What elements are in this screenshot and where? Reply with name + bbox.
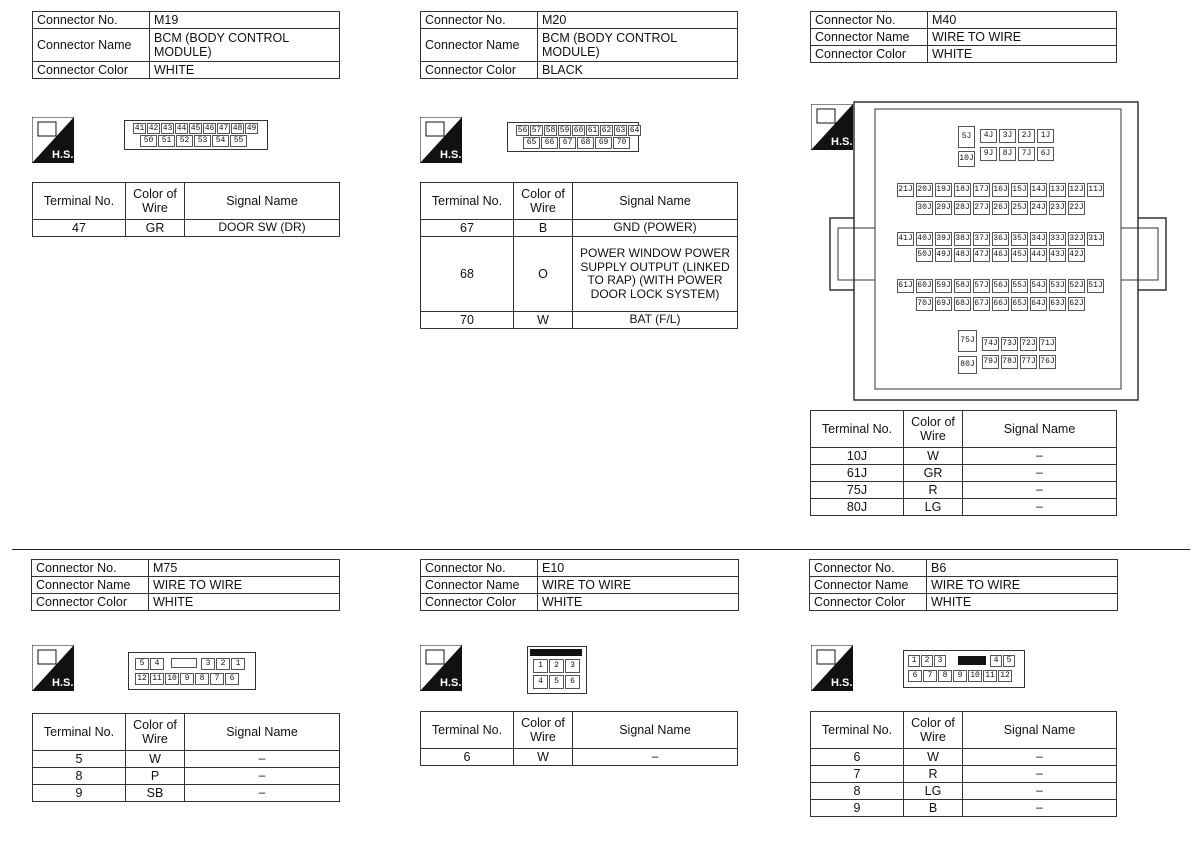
header-color-of-wire: Color of Wire [514, 183, 573, 220]
wire-color: LG [904, 499, 963, 516]
connector-pin: 47J [973, 248, 990, 262]
signal-name: BAT (F/L) [573, 312, 738, 329]
m20-info-table [420, 11, 738, 79]
connector-pin: 68 [577, 137, 594, 149]
connector-pin: 40J [916, 232, 933, 246]
connector-pin: 39J [935, 232, 952, 246]
connector-color-value: WHITE [928, 46, 1117, 63]
connector-no-value: B6 [927, 560, 1118, 577]
connector-pin: 42 [148, 124, 159, 133]
connector-pin: 52 [176, 135, 193, 147]
harness-side-icon [32, 117, 74, 163]
connector-pin: 11J [1087, 183, 1104, 197]
connector-name-value: WIRE TO WIRE [927, 577, 1118, 594]
header-signal-name: Signal Name [573, 183, 738, 220]
label-connector-name: Connector Name [810, 577, 927, 594]
wire-color: W [904, 448, 963, 465]
connector-pin: 46 [204, 124, 215, 133]
connector-pin: 1 [908, 655, 920, 667]
connector-no-value: M19 [150, 12, 340, 29]
connector-pin: 11 [983, 670, 997, 682]
connector-pin: 55J [1011, 279, 1028, 293]
label-connector-color: Connector Color [32, 594, 149, 611]
signal-name: – [185, 751, 340, 768]
m75-connector-face [128, 652, 256, 690]
connector-pin: 52J [1068, 279, 1085, 293]
connector-pin: 6 [565, 675, 580, 689]
connector-pin: 33J [1049, 232, 1066, 246]
connector-pin [958, 656, 986, 665]
terminal-no: 67 [421, 220, 514, 237]
connector-pin: 42J [1068, 248, 1085, 262]
header-terminal-no: Terminal No. [811, 712, 904, 749]
connector-color-value: BLACK [538, 62, 738, 79]
connector-name-value: WIRE TO WIRE [538, 577, 739, 594]
wire-color: P [126, 768, 185, 785]
label-connector-no: Connector No. [811, 12, 928, 29]
wire-color: SB [126, 785, 185, 802]
terminal-no: 6 [811, 749, 904, 766]
signal-name: – [185, 785, 340, 802]
connector-color-value: WHITE [150, 62, 340, 79]
connector-pin: 45 [190, 124, 201, 133]
terminal-no: 68 [421, 237, 514, 312]
wire-color: B [904, 800, 963, 817]
connector-pin: 69J [935, 297, 952, 311]
connector-pin: 30J [916, 201, 933, 215]
terminal-no: 75J [811, 482, 904, 499]
connector-pin: 5 [135, 658, 149, 670]
connector-pin: 21J [897, 183, 914, 197]
connector-pin: 4 [150, 658, 164, 670]
label-connector-name: Connector Name [32, 577, 149, 594]
connector-pin: 16J [992, 183, 1009, 197]
terminal-no: 70 [421, 312, 514, 329]
connector-pin: 79J [982, 355, 999, 369]
header-signal-name: Signal Name [963, 712, 1117, 749]
connector-pin: 54 [212, 135, 229, 147]
connector-pin: 71J [1039, 337, 1056, 351]
wire-color: B [514, 220, 573, 237]
wire-color: W [126, 751, 185, 768]
connector-pin: 59 [559, 126, 570, 135]
hs-label: H.S. [831, 677, 853, 689]
m75-terminal-table [32, 713, 340, 802]
connector-pin: 56 [517, 126, 528, 135]
connector-pin: 6 [225, 673, 239, 685]
label-connector-no: Connector No. [421, 560, 538, 577]
e10-terminal-table [420, 711, 738, 766]
e10-connector-face [527, 646, 587, 694]
connector-pin: 7J [1018, 147, 1035, 161]
connector-name-value: WIRE TO WIRE [928, 29, 1117, 46]
connector-no-value: M75 [149, 560, 340, 577]
connector-pin: 41J [897, 232, 914, 246]
connector-pin: 3 [934, 655, 946, 667]
connector-pin: 67J [973, 297, 990, 311]
wire-color: W [514, 312, 573, 329]
table-row [421, 312, 738, 329]
connector-pin: 5 [1003, 655, 1015, 667]
wire-color: W [904, 749, 963, 766]
terminal-no: 61J [811, 465, 904, 482]
connector-pin: 31J [1087, 232, 1104, 246]
terminal-no: 10J [811, 448, 904, 465]
terminal-no: 47 [33, 220, 126, 237]
connector-pin: 8 [195, 673, 209, 685]
connector-pin: 8 [938, 670, 952, 682]
connector-pin: 5 [549, 675, 564, 689]
hs-label: H.S. [440, 677, 462, 689]
connector-pin: 47 [218, 124, 229, 133]
label-connector-name: Connector Name [421, 577, 538, 594]
connector-pin: 7 [923, 670, 937, 682]
connector-pin: 10 [165, 673, 179, 685]
connector-pin: 43 [162, 124, 173, 133]
connector-pin: 34J [1030, 232, 1047, 246]
connector-pin: 7 [210, 673, 224, 685]
connector-pin: 59J [935, 279, 952, 293]
b6-info-table [809, 559, 1118, 611]
connector-pin: 14J [1030, 183, 1047, 197]
connector-pin: 78J [1001, 355, 1018, 369]
header-color-of-wire: Color of Wire [126, 714, 185, 751]
table-row [811, 448, 1117, 465]
connector-pin: 38J [954, 232, 971, 246]
m20-terminal-table [420, 182, 738, 329]
connector-color-value: WHITE [927, 594, 1118, 611]
label-connector-color: Connector Color [421, 62, 538, 79]
e10-info-table [420, 559, 739, 611]
connector-color-value: WHITE [149, 594, 340, 611]
label-connector-color: Connector Color [421, 594, 538, 611]
connector-pin: 61 [587, 126, 598, 135]
connector-pin: 35J [1011, 232, 1028, 246]
connector-color-value: WHITE [538, 594, 739, 611]
connector-pin: 56J [992, 279, 1009, 293]
label-connector-no: Connector No. [32, 560, 149, 577]
connector-pin: 2 [216, 658, 230, 670]
connector-pin: 67 [559, 137, 576, 149]
m40-info-table [810, 11, 1117, 63]
connector-pin: 57 [531, 126, 542, 135]
connector-pin: 49J [935, 248, 952, 262]
connector-pin: 1J [1037, 129, 1054, 143]
label-connector-name: Connector Name [421, 29, 538, 62]
connector-pin: 15J [1011, 183, 1028, 197]
connector-pin: 6J [1037, 147, 1054, 161]
harness-side-icon [420, 645, 462, 691]
table-row [811, 749, 1117, 766]
connector-pin: 55 [230, 135, 247, 147]
connector-pin: 45J [1011, 248, 1028, 262]
header-terminal-no: Terminal No. [811, 411, 904, 448]
connector-pin: 1 [533, 659, 548, 673]
connector-pin: 4J [980, 129, 997, 143]
hs-label: H.S. [440, 149, 462, 161]
header-color-of-wire: Color of Wire [904, 712, 963, 749]
connector-pin: 69 [595, 137, 612, 149]
m20-connector-face [507, 122, 639, 152]
terminal-no: 9 [33, 785, 126, 802]
connector-name-value: BCM (BODY CONTROL MODULE) [538, 29, 738, 62]
table-row [33, 768, 340, 785]
table-row [421, 237, 738, 312]
terminal-no: 5 [33, 751, 126, 768]
connector-pin: 76J [1039, 355, 1056, 369]
connector-pin: 4 [990, 655, 1002, 667]
header-terminal-no: Terminal No. [421, 712, 514, 749]
hs-label: H.S. [831, 136, 853, 148]
connector-pin: 9 [180, 673, 194, 685]
table-row [811, 783, 1117, 800]
connector-pin: 12 [135, 673, 149, 685]
connector-pin: 18J [954, 183, 971, 197]
signal-name: – [963, 499, 1117, 516]
terminal-no: 80J [811, 499, 904, 516]
connector-pin: 44 [176, 124, 187, 133]
connector-pin: 43J [1049, 248, 1066, 262]
connector-pin: 10 [968, 670, 982, 682]
connector-pin: 2 [549, 659, 564, 673]
connector-pin: 66 [541, 137, 558, 149]
m75-info-table [31, 559, 340, 611]
terminal-no: 8 [33, 768, 126, 785]
connector-pin: 70J [916, 297, 933, 311]
terminal-no: 7 [811, 766, 904, 783]
connector-pin: 4 [533, 675, 548, 689]
header-signal-name: Signal Name [963, 411, 1117, 448]
connector-pin: 49 [246, 124, 257, 133]
wire-color: O [514, 237, 573, 312]
connector-pin: 53J [1049, 279, 1066, 293]
connector-pin: 63 [615, 126, 626, 135]
connector-no-value: M40 [928, 12, 1117, 29]
terminal-no: 8 [811, 783, 904, 800]
header-terminal-no: Terminal No. [33, 714, 126, 751]
wire-color: GR [126, 220, 185, 237]
m19-connector-face [124, 120, 268, 150]
connector-pin: 22J [1068, 201, 1085, 215]
connector-pin: 58 [545, 126, 556, 135]
wire-color: R [904, 482, 963, 499]
hs-label: H.S. [52, 149, 74, 161]
connector-pin: 62 [601, 126, 612, 135]
connector-pin: 41 [134, 124, 145, 133]
connector-pin: 32J [1068, 232, 1085, 246]
connector-pin: 20J [916, 183, 933, 197]
m19-terminal-table [32, 182, 340, 237]
header-signal-name: Signal Name [185, 714, 340, 751]
connector-pin: 24J [1030, 201, 1047, 215]
label-connector-color: Connector Color [810, 594, 927, 611]
connector-pin: 28J [954, 201, 971, 215]
connector-pin: 44J [1030, 248, 1047, 262]
signal-name: – [963, 749, 1117, 766]
signal-name: – [963, 482, 1117, 499]
connector-name-value: BCM (BODY CONTROL MODULE) [150, 29, 340, 62]
connector-pin: 29J [935, 201, 952, 215]
connector-pin: 65J [1011, 297, 1028, 311]
connector-pin: 58J [954, 279, 971, 293]
connector-pin: 27J [973, 201, 990, 215]
connector-pin: 61J [897, 279, 914, 293]
connector-pin: 50 [140, 135, 157, 147]
connector-pin: 75J [958, 330, 977, 352]
connector-pin: 17J [973, 183, 990, 197]
connector-pin: 64 [629, 126, 640, 135]
connector-pin: 26J [992, 201, 1009, 215]
connector-pin: 3J [999, 129, 1016, 143]
wire-color: GR [904, 465, 963, 482]
connector-pin: 74J [982, 337, 999, 351]
e10-lock-bar [530, 649, 582, 656]
connector-pin: 80J [958, 356, 977, 374]
signal-name: – [963, 783, 1117, 800]
header-color-of-wire: Color of Wire [514, 712, 573, 749]
label-connector-name: Connector Name [811, 29, 928, 46]
header-signal-name: Signal Name [573, 712, 738, 749]
header-terminal-no: Terminal No. [421, 183, 514, 220]
connector-pin: 66J [992, 297, 1009, 311]
connector-pin: 57J [973, 279, 990, 293]
signal-name: – [963, 800, 1117, 817]
signal-name: DOOR SW (DR) [185, 220, 340, 237]
harness-side-icon [420, 117, 462, 163]
connector-pin: 64J [1030, 297, 1047, 311]
section-divider [12, 549, 1190, 550]
header-terminal-no: Terminal No. [33, 183, 126, 220]
label-connector-color: Connector Color [33, 62, 150, 79]
connector-pin: 72J [1020, 337, 1037, 351]
signal-name: – [185, 768, 340, 785]
table-row [421, 220, 738, 237]
signal-name: – [963, 448, 1117, 465]
connector-pin: 12J [1068, 183, 1085, 197]
connector-pin: 13J [1049, 183, 1066, 197]
connector-pin: 73J [1001, 337, 1018, 351]
connector-pin: 23J [1049, 201, 1066, 215]
connector-pin: 3 [201, 658, 215, 670]
connector-pin: 51 [158, 135, 175, 147]
connector-pin: 68J [954, 297, 971, 311]
label-connector-color: Connector Color [811, 46, 928, 63]
connector-pin: 62J [1068, 297, 1085, 311]
signal-name: POWER WINDOW POWER SUPPLY OUTPUT (LINKED TO RAP) (WITH POWER DOOR LOCK SYSTEM) [573, 237, 738, 312]
b6-terminal-table [810, 711, 1117, 817]
connector-pin: 77J [1020, 355, 1037, 369]
terminal-no: 6 [421, 749, 514, 766]
connector-pin: 10J [958, 151, 975, 167]
terminal-no: 9 [811, 800, 904, 817]
connector-pin: 12 [998, 670, 1012, 682]
connector-pin: 48J [954, 248, 971, 262]
b6-connector-face [903, 650, 1025, 688]
signal-name: – [963, 766, 1117, 783]
connector-pin: 19J [935, 183, 952, 197]
table-row [811, 482, 1117, 499]
m19-info-table [32, 11, 340, 79]
connector-name-value: WIRE TO WIRE [149, 577, 340, 594]
label-connector-no: Connector No. [33, 12, 150, 29]
wire-color: R [904, 766, 963, 783]
connector-pin: 5J [958, 126, 975, 148]
connector-pin: 65 [523, 137, 540, 149]
signal-name: – [573, 749, 738, 766]
connector-pin: 63J [1049, 297, 1066, 311]
connector-pin: 8J [999, 147, 1016, 161]
connector-pin: 37J [973, 232, 990, 246]
wire-color: W [514, 749, 573, 766]
connector-pin: 1 [231, 658, 245, 670]
table-row [811, 499, 1117, 516]
table-row [33, 785, 340, 802]
connector-pin: 9J [980, 147, 997, 161]
connector-pin: 48 [232, 124, 243, 133]
signal-name: GND (POWER) [573, 220, 738, 237]
signal-name: – [963, 465, 1117, 482]
harness-side-icon [811, 645, 853, 691]
connector-pin: 46J [992, 248, 1009, 262]
table-row [811, 465, 1117, 482]
connector-pin: 53 [194, 135, 211, 147]
connector-pin: 50J [916, 248, 933, 262]
table-row [33, 220, 340, 237]
label-connector-no: Connector No. [421, 12, 538, 29]
connector-pin: 2J [1018, 129, 1035, 143]
connector-pin: 51J [1087, 279, 1104, 293]
connector-pin: 25J [1011, 201, 1028, 215]
connector-pin: 54J [1030, 279, 1047, 293]
harness-side-icon [32, 645, 74, 691]
table-row [33, 751, 340, 768]
connector-pin: 60 [573, 126, 584, 135]
connector-pin [171, 658, 197, 668]
connector-pin: 11 [150, 673, 164, 685]
connector-pin: 70 [613, 137, 630, 149]
table-row [421, 749, 738, 766]
header-color-of-wire: Color of Wire [904, 411, 963, 448]
connector-no-value: M20 [538, 12, 738, 29]
connector-pin: 36J [992, 232, 1009, 246]
label-connector-no: Connector No. [810, 560, 927, 577]
connector-pin: 9 [953, 670, 967, 682]
wire-color: LG [904, 783, 963, 800]
header-signal-name: Signal Name [185, 183, 340, 220]
connector-no-value: E10 [538, 560, 739, 577]
m40-terminal-table [810, 410, 1117, 516]
connector-pin: 6 [908, 670, 922, 682]
table-row [811, 766, 1117, 783]
connector-pin: 60J [916, 279, 933, 293]
connector-pin: 2 [921, 655, 933, 667]
table-row [811, 800, 1117, 817]
hs-label: H.S. [52, 677, 74, 689]
header-color-of-wire: Color of Wire [126, 183, 185, 220]
label-connector-name: Connector Name [33, 29, 150, 62]
connector-pin: 3 [565, 659, 580, 673]
